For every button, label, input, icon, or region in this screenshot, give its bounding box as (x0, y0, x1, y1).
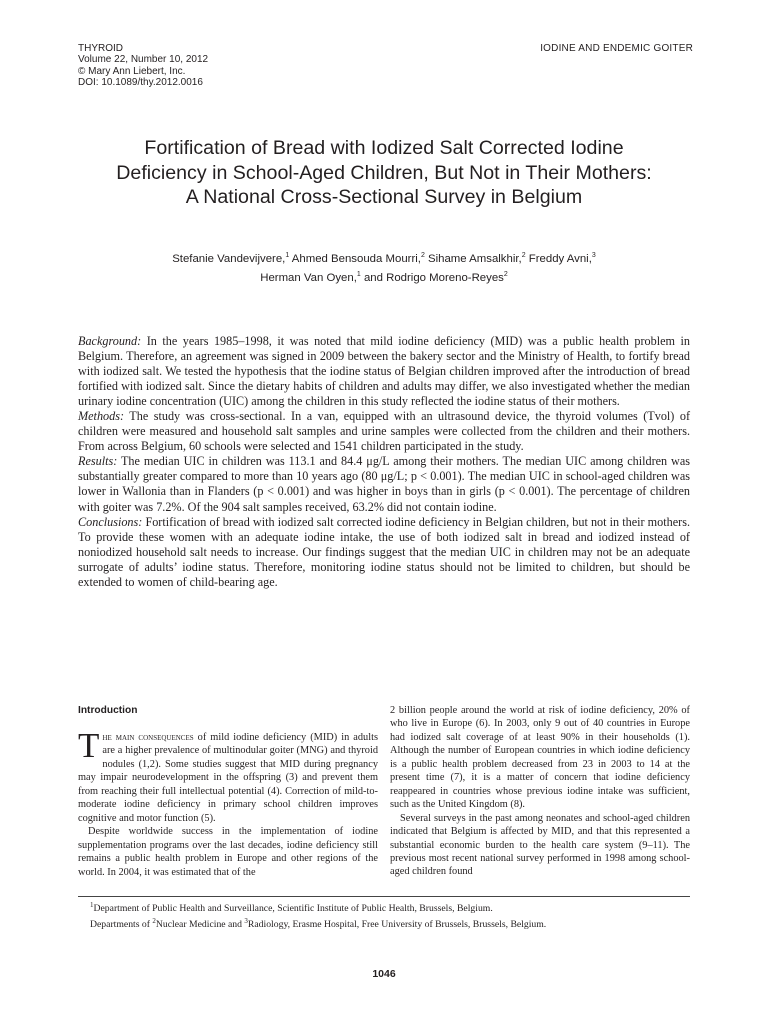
body-column-right (390, 704, 690, 879)
footnote-marker: 1 (90, 901, 94, 909)
title-line-2: Deficiency in School-Aged Children, But Not in Their Mothers: (116, 161, 652, 184)
footnote-text: Departments of (90, 919, 153, 931)
author-affiliation: 1 (356, 270, 361, 278)
abstract (78, 334, 690, 590)
affiliation-footnotes (90, 899, 690, 931)
footnote-1 (90, 899, 690, 915)
background-text: In the years 1985–1998, it was noted that mild iodine deficiency (MID) was a public health problem in Belgium. Therefore, an agreement was signed in 2009 between the bakery sector and the Ministry of Health, to fortify bread with iodized salt. We tested the hypothesis that the iodine status of Belgian children improved after the introduction of bread fortified with iodized salt. Since the dietary habits of children and adults may differ, we also investigated whether the median urinary iodine concentration (UIC) among the children in this study reflected the iodine status of their mothers. (78, 334, 690, 409)
section-heading-introduction: Introduction (78, 705, 138, 716)
intro-paragraph-2: Despite worldwide success in the implementation of iodine supplementation programs over the last decades, iodine deficiency still remains a public health problem in Europe and other regions of the world. In 2004, it was estimated that of the (78, 826, 378, 878)
body-column-left (78, 704, 378, 879)
intro-paragraph-3: 2 billion people around the world at risk of iodine deficiency, 20% of who live in Europe (6). In 2003, only 9 out of 40 countries in Europe had iodized salt coverage of at least 90% in their households (1). Although the number of European countries in which iodine deficiency is a public health problem decreased from 23 in 2003 to 14 at the present time (7), it is a matter of concern that iodine deficiency reappeared in countries whose previous iodine intake was sufficient, such as the United Kingdom (8). (390, 705, 690, 811)
author-name: Herman Van Oyen, (260, 271, 357, 284)
title-line-1: Fortification of Bread with Iodized Salt Corrected Iodine (144, 137, 624, 159)
author-name: and Rodrigo Moreno-Reyes (360, 271, 504, 284)
intro-paragraph-4: Several surveys in the past among neonates and school-aged children indicated that Belgium is affected by MID, and that this represented a substantial economic burden to the health care system (9–11). The previous most recent national survey performed in 1998 among school-aged children found (390, 812, 690, 878)
abstract-methods (78, 409, 690, 454)
journal-info (78, 43, 208, 89)
author-name: Sihame Amsalkhir, (424, 252, 522, 265)
author-name: Ahmed Bensouda Mourri, (289, 252, 421, 265)
journal-copyright: © Mary Ann Liebert, Inc. (78, 65, 186, 77)
intro-paragraph-1 (78, 726, 378, 825)
author-affiliation: 3 (591, 252, 596, 259)
footnote-marker: 2 (152, 917, 156, 926)
journal-doi: DOI: 10.1089/thy.2012.0016 (78, 77, 203, 89)
footnote-text: Nuclear Medicine and (155, 919, 245, 931)
footnote-text: Radiology, Erasme Hospital, Free University of Brussels, Brussels, Belgium. (247, 919, 547, 931)
methods-label: Methods: (78, 409, 125, 424)
author-list (60, 248, 708, 286)
footnote-divider (78, 896, 690, 897)
author-name: Stefanie Vandevijvere, (172, 252, 286, 265)
article-title (60, 136, 708, 210)
lead-in-smallcaps: he main consequences (102, 732, 194, 743)
page-number: 1046 (372, 968, 396, 980)
author-affiliation: 2 (420, 252, 425, 259)
title-line-3: A National Cross-Sectional Survey in Belgium (185, 186, 583, 208)
author-affiliation: 2 (503, 270, 508, 278)
abstract-background (78, 334, 690, 409)
intro-paragraph-1-text: of mild iodine deficiency (MID) in adults are a higher prevalence of multinodular goiter (MNG) and thyroid nodules (1,2). Some studies suggest that MID during pregnancy may impair neurodevelopment in the offspring (3) and prevent them from reaching their full intellectual potential (4). Correction of mild-to-moderate iodine deficiency in primary school children improves cognitive and motor function (5). (78, 732, 378, 824)
background-label: Background: (78, 334, 142, 348)
author-line-1 (60, 248, 708, 267)
author-line-2 (60, 267, 708, 286)
conclusions-label: Conclusions: (78, 514, 143, 529)
section-label: IODINE AND ENDEMIC GOITER (540, 43, 693, 54)
conclusions-text: Fortification of bread with iodized salt corrected iodine deficiency in Belgian children, but not in their mothers. To provide these women with an adequate iodine intake, the use of both iodized salt in bread and iodized instead of noniodized household salt needs to increase. Our findings suggest that the median UIC in children may not be an adequate surrogate of adults’ iodine status. Therefore, monitoring iodine status should not be limited to children, but should be extended to women of child-bearing age. (78, 514, 690, 589)
footnote-marker: 3 (244, 917, 248, 926)
drop-cap: T (78, 726, 100, 765)
author-affiliation: 1 (285, 252, 290, 259)
results-label: Results: (78, 454, 118, 469)
results-text: The median UIC in children was 113.1 and 84.4 μg/L among their mothers. The median UIC among children was substantially greater compared to more than 10 years ago (80 μg/L; p < 0.001). The median UIC in school-aged children was lower in Wallonia than in Flanders (p < 0.001) and was higher in boys than in girls (p < 0.001). The percentage of children with goiter was 7.2%. Of the 904 salt samples received, 63.2% did not contain iodine. (78, 454, 690, 514)
footnote-text: Department of Public Health and Surveillance, Scientific Institute of Public Health, Brussels, Belgium. (93, 903, 493, 915)
journal-name: THYROID (78, 43, 123, 54)
author-affiliation: 2 (521, 252, 526, 259)
abstract-conclusions (78, 515, 690, 590)
journal-volume: Volume 22, Number 10, 2012 (78, 54, 209, 66)
abstract-results (78, 454, 690, 514)
author-name: Freddy Avni, (525, 252, 592, 265)
methods-text: The study was cross-sectional. In a van, equipped with an ultrasound device, the thyroid volumes (Tvol) of children were measured and household salt samples and urine samples were collected from the children and their mothers. From across Belgium, 60 schools were selected and 1541 children participated in the study. (78, 409, 690, 454)
footnote-2 (90, 915, 690, 931)
